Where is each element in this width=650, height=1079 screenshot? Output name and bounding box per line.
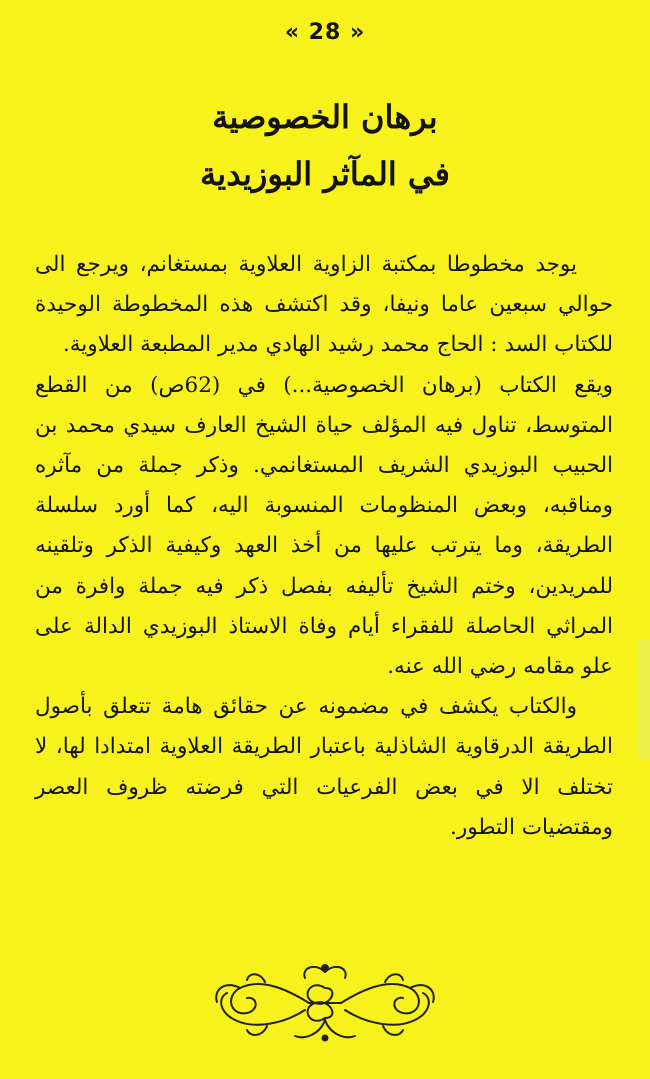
- paragraph-2: ويقع الكتاب (برهان الخصوصية...) في (62ص) من القطع المتوسط، تناول فيه المؤلف حياة الشيخ العارف سيدي محمد بن الحبيب البوزيدي الشريف المستغانمي. وذكر جملة من مآثره ومناقبه، وبعض المنظومات المنسوبة اليه، كما أورد سلسلة الطريقة، وما يترتب عليها من أخذ العهد وكيفية الذكر وتلقينه للمريدين، وختم الشيخ تأليفه بفصل ذكر فيه جملة وافرة من المراثي الحاصلة للفقراء أيام وفاة الاستاذ البوزيدي الدالة على علو مقامه رضي الله عنه.: [35, 372, 613, 680]
- title-line-2: في المآثر البوزيدية: [200, 155, 450, 193]
- page-edge-tab: [638, 640, 650, 760]
- body-text: [35, 245, 613, 848]
- title-line-1: برهان الخصوصية: [212, 98, 438, 136]
- page-number: « 28 »: [284, 20, 366, 45]
- paragraph-1: يوجد مخطوطا بمكتبة الزاوية العلاوية بمستغانم، ويرجع الى حوالي سبعين عاما ونيفا، وقد اكتشف هذه المخطوطة الوحيدة للكتاب السد : الحاج محمد رشيد الهادي مدير المطبعة العلاوية.: [35, 252, 613, 358]
- decorative-ornament-icon: [205, 958, 445, 1048]
- paragraph-3: والكتاب يكشف في مضمونه عن حقائق هامة تتعلق بأصول الطريقة الدرقاوية الشاذلية باعتبار الطريقة العلاوية امتدادا لها، لا تختلف الا في بعض الفرعيات التي فرضته ظروف العصر ومقتضيات التطور.: [35, 694, 613, 840]
